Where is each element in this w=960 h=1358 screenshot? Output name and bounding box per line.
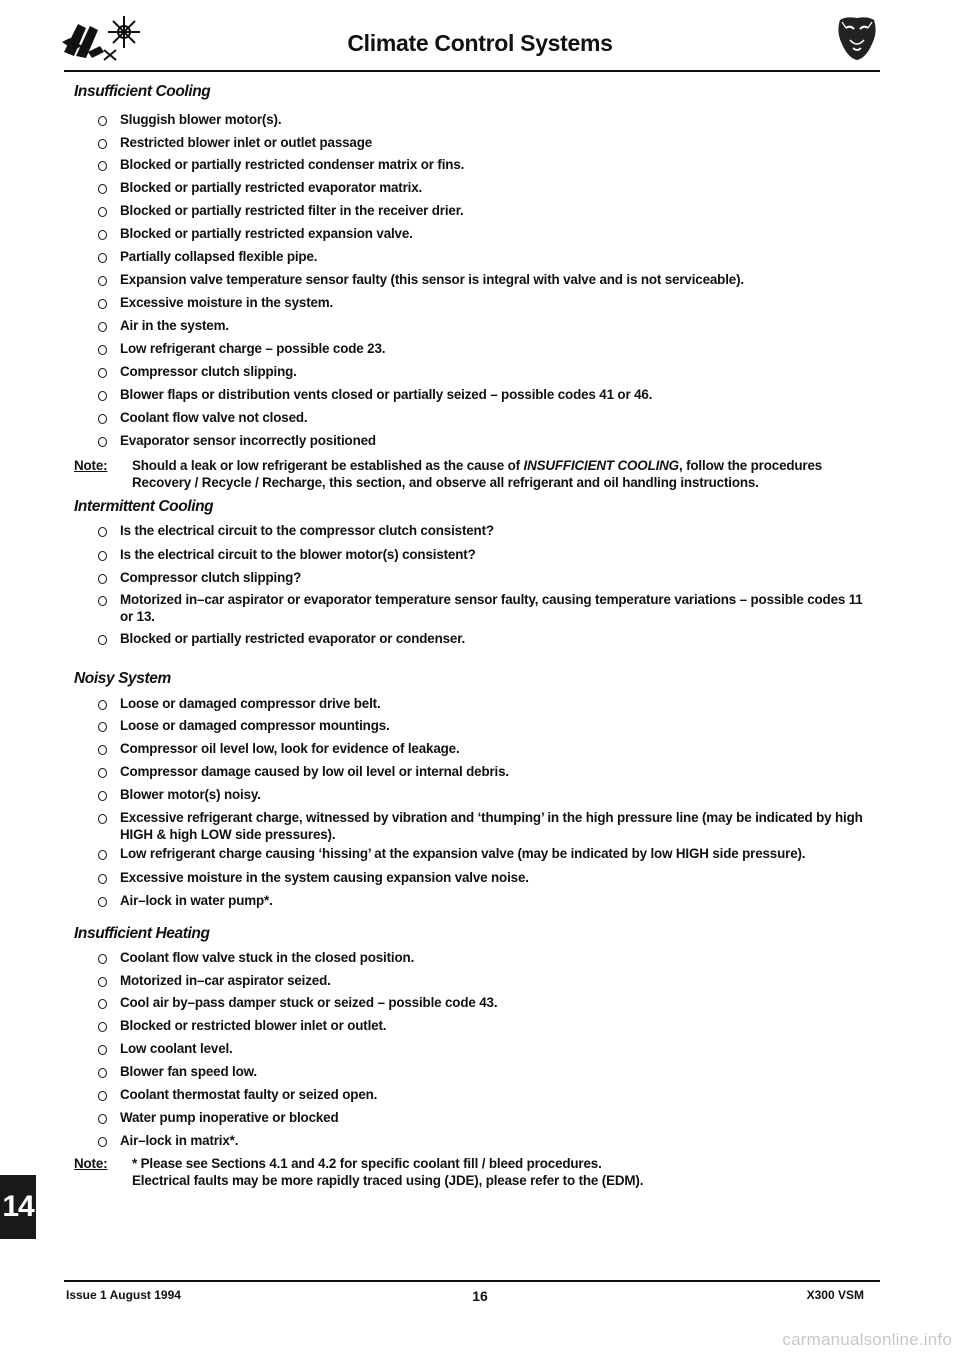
list-item: Motorized in–car aspirator seized. [98,972,868,989]
watermark: carmanualsonline.info [782,1330,952,1349]
bullet-icon [98,207,107,217]
bullet-icon [98,850,107,860]
list-item: Water pump inoperative or blocked [98,1109,868,1126]
page-title: Climate Control Systems [347,30,613,56]
bullet-icon [98,437,107,447]
list-item: Compressor clutch slipping. [98,363,868,380]
list-item: Evaporator sensor incorrectly positioned [98,432,868,449]
list-item: Coolant flow valve not closed. [98,409,868,426]
bullet-icon [98,635,107,645]
bullet-icon [98,276,107,286]
list-item: Compressor damage caused by low oil level or internal debris. [98,763,868,780]
list-item: Air in the system. [98,317,868,334]
list-item: Partially collapsed flexible pipe. [98,248,868,265]
list-item: Blower fan speed low. [98,1063,868,1080]
bullet-icon [98,253,107,263]
bullet-icon [98,299,107,309]
page-header [0,0,960,80]
bullet-icon [98,391,107,401]
list-item: Loose or damaged compressor drive belt. [98,695,868,712]
footer-rule [64,1280,880,1282]
list-item: Motorized in–car aspirator or evaporator temperature sensor faulty, causing temperature variations – possible codes 11 or 13. [98,591,868,625]
list-item: Blocked or partially restricted evaporator or condenser. [98,630,868,647]
bullet-icon [98,1137,107,1147]
list-item: Is the electrical circuit to the blower motor(s) consistent? [98,546,868,563]
list-item: Sluggish blower motor(s). [98,111,868,128]
bullet-icon [98,551,107,561]
bullet-icon [98,139,107,149]
header-rule [64,70,880,72]
note-insufficient-cooling [74,458,874,491]
bullet-icon [98,1068,107,1078]
list-item: Low refrigerant charge – possible code 23. [98,340,868,357]
section-title-noisy-system: Noisy System [74,670,171,687]
bullet-icon [98,596,107,606]
list-item: Coolant flow valve stuck in the closed position. [98,949,868,966]
list-item: Blocked or partially restricted condenser matrix or fins. [98,156,868,173]
note-label: Note: [74,458,108,473]
section-title-insufficient-cooling: Insufficient Cooling [74,83,211,100]
bullet-icon [98,368,107,378]
list-item: Blower motor(s) noisy. [98,786,868,803]
bullet-icon [98,1045,107,1055]
page-number: 16 [472,1288,488,1304]
section-tab: 14 [0,1175,36,1239]
bullet-icon [98,527,107,537]
section-title-insufficient-heating: Insufficient Heating [74,925,210,942]
list-item: Loose or damaged compressor mountings. [98,717,868,734]
footer-doc-id: X300 VSM [806,1288,864,1302]
bullet-icon [98,116,107,126]
bullet-icon [98,897,107,907]
note-text: * Please see Sections 4.1 and 4.2 for specific coolant fill / bleed procedures. Electrical faults may be more rapidly traced using (JDE), please refer to the (EDM). [132,1156,644,1188]
list-item: Compressor clutch slipping? [98,569,868,586]
note-text: Should a leak or low refrigerant be established as the cause of INSUFFICIENT COOLING, follow the procedures Recovery / Recycle / Recharge, this section, and observe all refrigerant and oil handling instructions. [132,458,823,490]
list-item: Blocked or partially restricted filter in the receiver drier. [98,202,868,219]
list-item: Blocked or partially restricted expansion valve. [98,225,868,242]
bullet-icon [98,574,107,584]
section-title-intermittent-cooling: Intermittent Cooling [74,498,214,515]
bullet-icon [98,1114,107,1124]
bullet-icon [98,1022,107,1032]
list-item: Coolant thermostat faulty or seized open. [98,1086,868,1103]
list-item: Air–lock in water pump*. [98,892,868,909]
bullet-icon [98,345,107,355]
bullet-icon [98,722,107,732]
list-item: Cool air by–pass damper stuck or seized – possible code 43. [98,994,868,1011]
bullet-icon [98,414,107,424]
list-item: Is the electrical circuit to the compressor clutch consistent? [98,522,868,539]
bullet-icon [98,977,107,987]
bullet-icon [98,745,107,755]
bullet-icon [98,954,107,964]
list-item: Blower flaps or distribution vents closed or partially seized – possible codes 41 or 46. [98,386,868,403]
footer-issue: Issue 1 August 1994 [66,1288,181,1302]
bullet-icon [98,814,107,824]
bullet-icon [98,768,107,778]
list-item: Blocked or partially restricted evaporator matrix. [98,179,868,196]
bullet-icon [98,999,107,1009]
bullet-icon [98,230,107,240]
bullet-icon [98,1091,107,1101]
bullet-icon [98,791,107,801]
bullet-icon [98,184,107,194]
list-item: Excessive moisture in the system. [98,294,868,311]
bullet-icon [98,322,107,332]
list-item: Excessive refrigerant charge, witnessed by vibration and ‘thumping’ in the high pressure line (may be indicated by high HIGH & high LOW side pressures). [98,809,868,843]
list-item: Expansion valve temperature sensor faulty (this sensor is integral with valve and is not serviceable). [98,271,868,288]
jaguar-head-icon [836,14,878,62]
list-item: Low coolant level. [98,1040,868,1057]
list-item: Blocked or restricted blower inlet or outlet. [98,1017,868,1034]
note-label: Note: [74,1156,108,1171]
list-item: Excessive moisture in the system causing expansion valve noise. [98,869,868,886]
list-item: Low refrigerant charge causing ‘hissing’ at the expansion valve (may be indicated by low HIGH side pressure). [98,845,868,862]
list-item: Air–lock in matrix*. [98,1132,868,1149]
note-insufficient-heating [74,1156,874,1189]
bullet-icon [98,874,107,884]
list-item: Restricted blower inlet or outlet passage [98,134,868,151]
bullet-icon [98,161,107,171]
list-item: Compressor oil level low, look for evidence of leakage. [98,740,868,757]
bullet-icon [98,700,107,710]
